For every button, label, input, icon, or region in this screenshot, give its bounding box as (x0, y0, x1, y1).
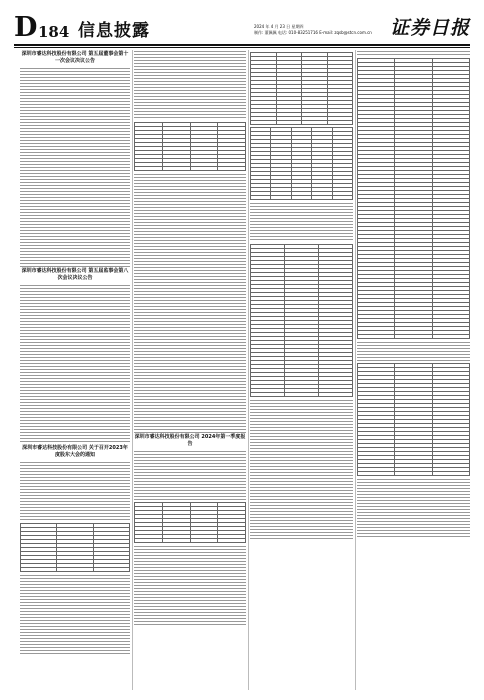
date-line: 2024 年 4 月 23 日 星期四 (254, 24, 304, 29)
editor-line: 制作: 董佩佩 电话: 010-83251716 E-mail: zqsb@stcn.com.cn (254, 30, 372, 35)
body-text-block (20, 67, 130, 267)
notice-title: 深圳市睿达科技股份有限公司 关于召开2023年度股东大会的通知 (22, 445, 128, 458)
body-text-block (20, 574, 130, 654)
data-table (357, 363, 470, 476)
data-table (250, 244, 353, 397)
column-4 (357, 50, 470, 690)
body-text-block (134, 173, 246, 323)
data-table (250, 127, 353, 200)
body-text-block (250, 399, 353, 539)
column-1 (20, 50, 130, 690)
data-table (134, 122, 246, 171)
body-text-block (134, 545, 246, 625)
body-text-block (134, 323, 246, 433)
column-3 (250, 50, 353, 690)
body-text-block (250, 202, 353, 242)
column-divider (355, 50, 356, 690)
body-text-block (20, 461, 130, 521)
newspaper-logo: 证券日报 (389, 17, 470, 39)
data-table (357, 58, 470, 339)
page-letter: D (14, 12, 38, 43)
data-table (20, 523, 130, 572)
data-table (134, 502, 246, 543)
data-table (250, 52, 353, 125)
section-title: 信息披露 (78, 21, 150, 41)
column-2 (134, 50, 246, 690)
masthead (14, 12, 470, 44)
body-text-block (134, 50, 246, 120)
notice-title: 深圳市睿达科技股份有限公司 第五届监事会第八次会议决议公告 (21, 268, 129, 281)
header-rule-thin (14, 47, 470, 48)
notice-title: 深圳市睿达科技股份有限公司 2024年第一季度报告 (134, 434, 246, 447)
page-number: 184 (38, 23, 70, 41)
body-text-block (357, 341, 470, 361)
body-text-block (357, 50, 470, 56)
header-rule (14, 44, 470, 46)
notice-title: 深圳市睿达科技股份有限公司 第五届董事会第十一次会议决议公告 (21, 51, 129, 64)
body-text-block (20, 284, 130, 444)
body-text-block (357, 478, 470, 538)
body-text-block (134, 450, 246, 500)
column-divider (248, 50, 249, 690)
column-divider (132, 50, 133, 690)
